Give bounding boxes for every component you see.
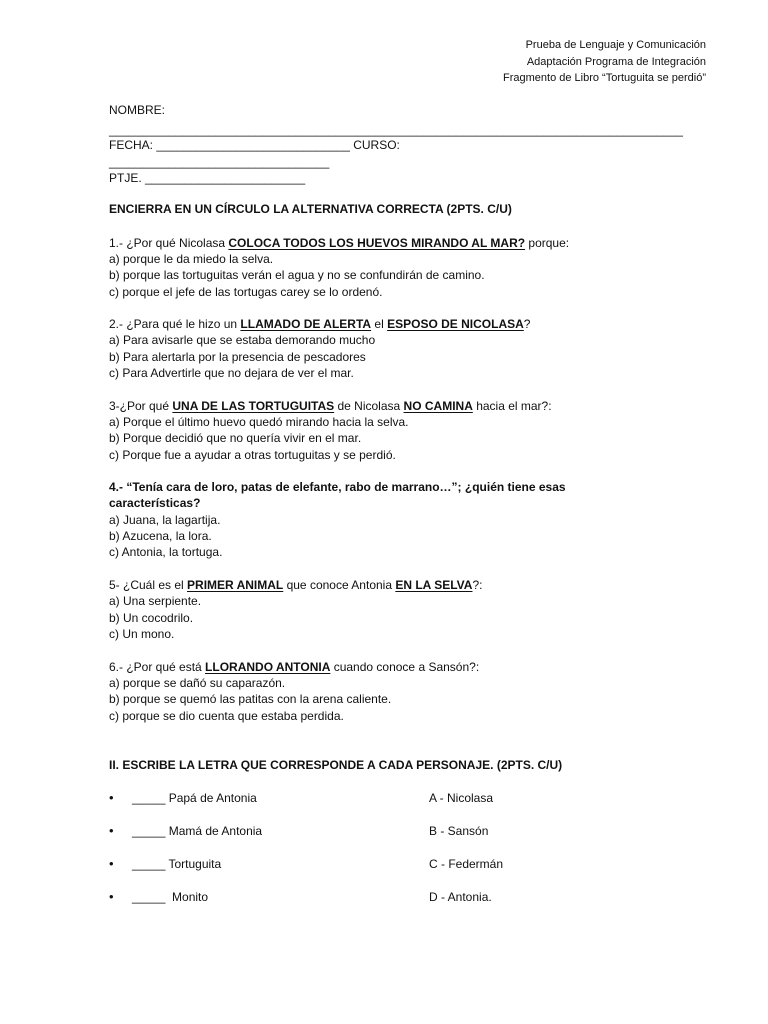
question-highlight: LLORANDO ANTONIA [205,660,331,674]
matching-item [109,889,629,905]
fecha-curso-line: FECHA: _____________________________ CURSO: [109,138,400,152]
q6-option-c: c) porque se dio cuenta que estaba perdida. [109,709,344,723]
q3-option-b: b) Porque decidió que no quería vivir en el mar. [109,431,362,445]
header-line-3: Fragmento de Libro “Tortuguita se perdió” [503,72,706,84]
q3-option-c: c) Porque fue a ayudar a otras tortuguitas y se perdió. [109,448,396,462]
question-text: que conoce Antonia [283,578,396,592]
question-text: 6.- ¿Por qué está [109,660,206,674]
header-line-2: Adaptación Programa de Integración [526,55,706,68]
question-6 [109,659,479,675]
q1-option-a: a) porque le da miedo la selva. [109,252,274,266]
bullet-icon: • [109,790,114,805]
q1-option-c: c) porque el jefe de las tortugas carey se lo ordenó. [109,285,383,299]
q1-option-b: b) porque las tortuguitas verán el agua y no se confundirán de camino. [109,268,485,282]
q4-option-c: c) Antonia, la tortuga. [109,545,223,559]
question-highlight: LLAMADO DE ALERTA [240,317,372,331]
matching-item [109,790,629,806]
q5-option-c: c) Un mono. [109,627,175,641]
question-text: cuando conoce a Sansón?: [330,660,480,674]
question-text: 1.- ¿Por qué Nicolasa [109,236,229,250]
matching-item [109,856,629,872]
curso-blank-line: _________________________________ [109,155,330,169]
section-1-title: ENCIERRA EN UN CÍRCULO LA ALTERNATIVA CORRECTA (2PTS. C/U) [109,202,512,216]
question-1 [109,235,569,251]
question-text: el [371,317,388,331]
section-2-title: II. ESCRIBE LA LETRA QUE CORRESPONDE A CADA PERSONAJE. (2PTS. C/U) [109,758,563,772]
matching-option: A - Nicolasa [429,791,494,805]
bullet-icon: • [109,823,114,838]
question-text: ?: [472,578,483,592]
q2-option-c: c) Para Advertirle que no dejara de ver el mar. [109,366,354,380]
question-highlight: NO CAMINA [403,399,473,413]
matching-option: D - Antonia. [429,890,492,904]
question-4-line-2: características? [109,496,201,510]
question-text: de Nicolasa [334,399,404,413]
q5-option-b: b) Un cocodrilo. [109,611,194,625]
bullet-icon: • [109,889,114,904]
q4-option-b: b) Azucena, la lora. [109,529,212,543]
header-line-1: Prueba de Lenguaje y Comunicación [525,39,706,51]
question-highlight: ESPOSO DE NICOLASA [387,317,524,331]
question-highlight: PRIMER ANIMAL [187,578,284,592]
question-5 [109,577,482,593]
matching-item [109,823,629,839]
q6-option-a: a) porque se dañó su caparazón. [109,676,286,690]
question-text: 5- ¿Cuál es el [109,578,188,592]
question-3 [109,398,552,414]
matching-blank: _____ Tortuguita [132,857,222,871]
question-highlight: COLOCA TODOS LOS HUEVOS MIRANDO AL MAR? [228,236,526,250]
question-2 [109,316,530,332]
question-text: hacia el mar?: [472,399,552,413]
question-highlight: UNA DE LAS TORTUGUITAS [172,399,335,413]
matching-blank: _____ Monito [132,890,209,904]
matching-option: B - Sansón [429,824,489,838]
nombre-blank-line: ______________________________________________________________________________________ [109,123,683,137]
matching-blank: _____ Papá de Antonia [132,791,257,805]
ptje-line: PTJE. ________________________ [109,171,306,185]
q2-option-b: b) Para alertarla por la presencia de pescadores [109,350,366,364]
document-header [503,37,706,87]
q6-option-b: b) porque se quemó las patitas con la arena caliente. [109,692,392,706]
question-text: 3-¿Por qué [109,399,173,413]
q3-option-a: a) Porque el último huevo quedó mirando hacia la selva. [109,415,409,429]
q5-option-a: a) Una serpiente. [109,594,202,608]
question-text: 2.- ¿Para qué le hizo un [109,317,241,331]
q4-option-a: a) Juana, la lagartija. [109,513,221,527]
nombre-label: NOMBRE: [109,103,166,117]
question-text: ? [523,317,531,331]
matching-blank: _____ Mamá de Antonia [132,824,263,838]
bullet-icon: • [109,856,114,871]
matching-option: C - Federmán [429,857,504,871]
question-4-line-1: 4.- “Tenía cara de loro, patas de elefante, rabo de marrano…”; ¿quién tiene esas [109,480,566,494]
q2-option-a: a) Para avisarle que se estaba demorando mucho [109,333,376,347]
question-highlight: EN LA SELVA [395,578,473,592]
question-text: porque: [525,236,570,250]
